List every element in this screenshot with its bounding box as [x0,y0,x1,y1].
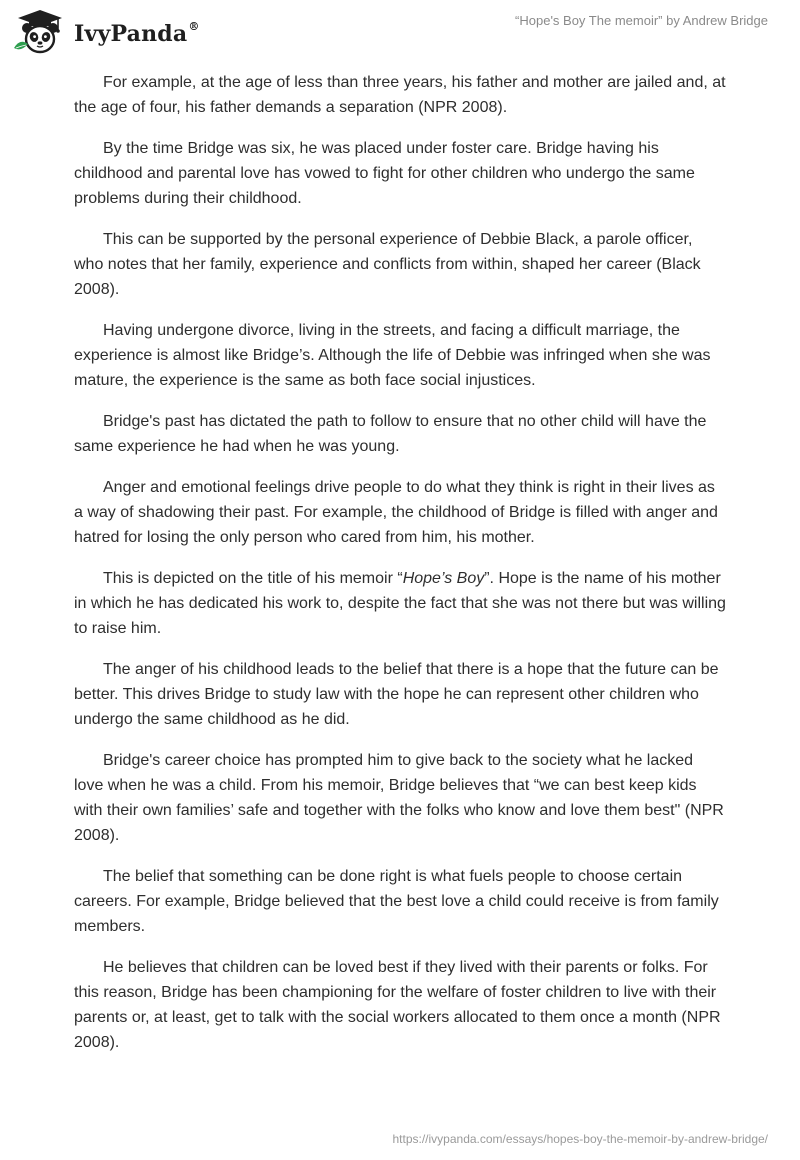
paragraph: He believes that children can be loved best if they lived with their parents or folks. For this reason, Bridge has been championing for the welfare of foster children to live with their parents or, at least, get to talk with the social workers allocated to them once a month (NPR 2008). [74,959,721,1051]
paragraph-memoir-title [74,566,726,641]
paragraph: By the time Bridge was six, he was placed under foster care. Bridge having his childhood and parental love has vowed to fight for other children who undergo the same problems during their childhood. [74,140,695,207]
source-url[interactable]: https://ivypanda.com/essays/hopes-boy-the-memoir-by-andrew-bridge/ [392,1132,768,1146]
memoir-text-before: This is depicted on the title of his memoir “ [103,570,403,587]
paragraph: This can be supported by the personal experience of Debbie Black, a parole officer, who notes that her family, experience and conflicts from within, shaped her career (Black 2008). [74,231,701,298]
paragraph: The anger of his childhood leads to the belief that there is a hope that the future can be better. This drives Bridge to study law with the hope he can represent other children who undergo the same childhood as he did. [74,661,719,728]
panda-graduate-icon [12,8,68,56]
memoir-text-after: ”. Hope is the name of his mother in which he has dedicated his work to, despite the fact that she was not there but was willing to raise him. [74,570,726,637]
document-title: “Hope's Boy The memoir” by Andrew Bridge [515,13,768,28]
paragraph: Anger and emotional feelings drive people to do what they think is right in their lives as a way of shadowing their past. For example, the childhood of Bridge is filled with anger and hatred for losing the only person who cared from him, his mother. [74,479,718,546]
brand-name [74,21,200,47]
paragraph: Bridge's career choice has prompted him to give back to the society what he lacked love when he was a child. From his memoir, Bridge believes that “we can best keep kids with their own families’ safe and together with the folks who know and love them best" (NPR 2008). [74,752,724,844]
paragraph: Having undergone divorce, living in the streets, and facing a difficult marriage, the experience is almost like Bridge’s. Although the life of Debbie was infringed when she was mature, the experience is the same as both face social injustices. [74,322,711,389]
paragraph: For example, at the age of less than three years, his father and mother are jailed and, at the age of four, his father demands a separation (NPR 2008). [74,74,726,116]
memoir-title: Hope’s Boy [402,570,485,587]
brand-text: IvyPanda [74,21,188,47]
essay-body [74,70,726,1071]
brand-logo[interactable] [12,8,200,56]
page-header [0,0,800,64]
paragraph: The belief that something can be done right is what fuels people to choose certain careers. For example, Bridge believed that the best love a child could receive is from family members. [74,868,719,935]
paragraph: Bridge's past has dictated the path to follow to ensure that no other child will have the same experience he had when he was young. [74,413,707,455]
registered-mark: ® [188,19,200,33]
